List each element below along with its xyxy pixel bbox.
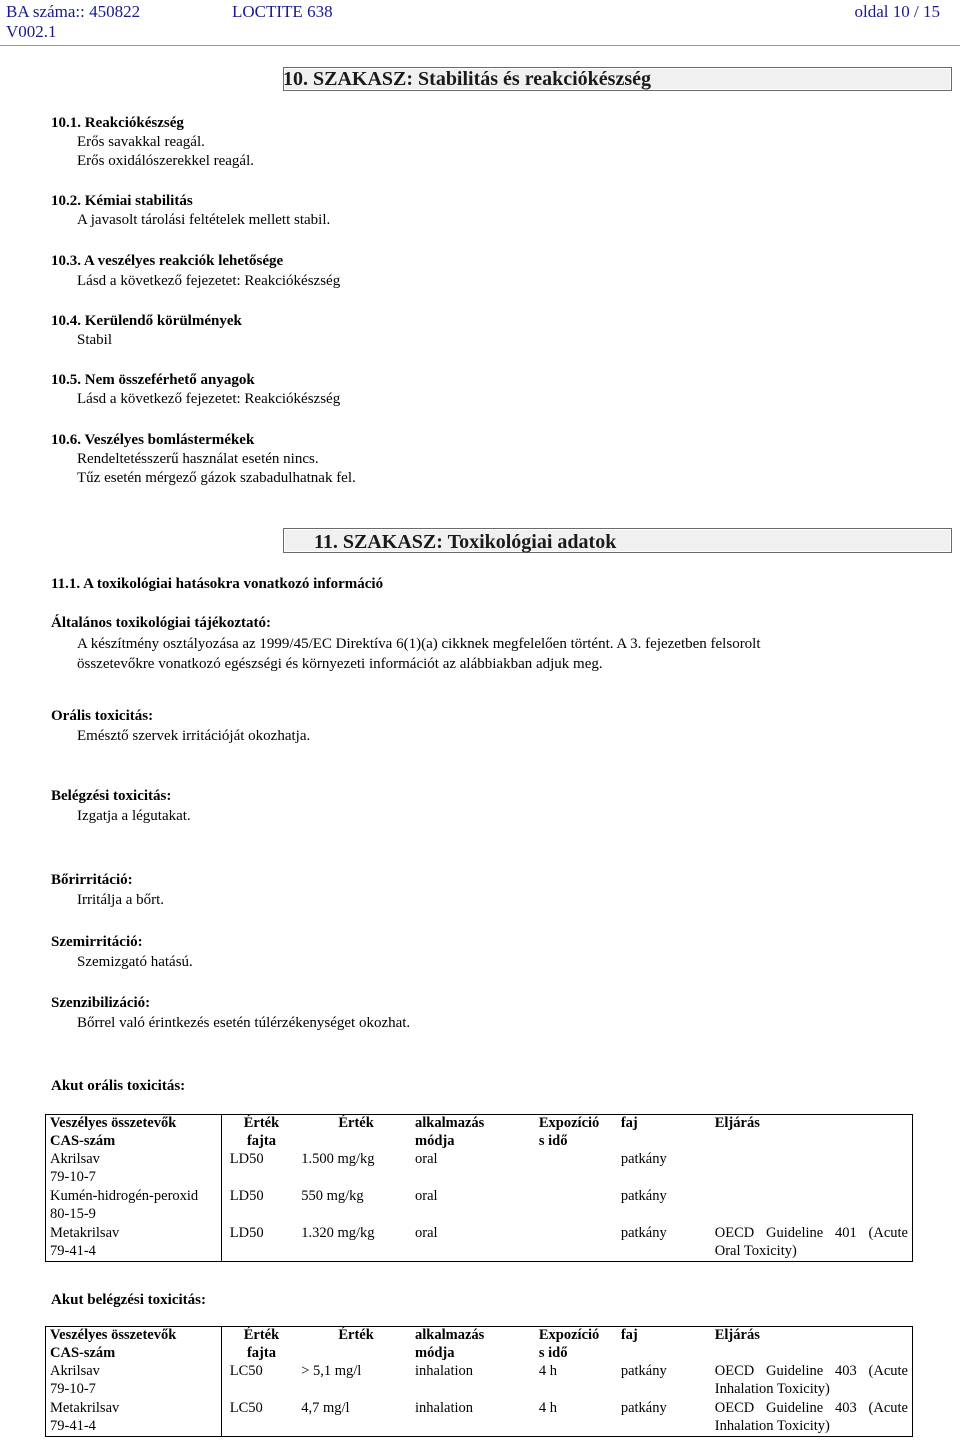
cell-value: 550 mg/kg bbox=[301, 1188, 364, 1204]
cell-exposure bbox=[535, 1150, 617, 1187]
cell-value-type: LD50 bbox=[229, 1188, 264, 1204]
header-component: Veszélyes összetevők CAS-szám bbox=[46, 1327, 222, 1363]
header-method: Eljárás bbox=[714, 1115, 760, 1131]
s10-3-heading: 10.3. A veszélyes reakciók lehetősége bbox=[51, 253, 284, 269]
header-divider bbox=[0, 45, 960, 46]
s10-1-line: Erős savakkal reagál. bbox=[77, 134, 205, 150]
cell-method bbox=[711, 1187, 913, 1224]
s11-1-heading: 11.1. A toxikológiai hatásokra vonatkozó információ bbox=[51, 576, 384, 592]
cell-component: Kumén-hidrogén-peroxid 80-15-9 bbox=[46, 1187, 222, 1224]
section-11-title: 11. SZAKASZ: Toxikológiai adatok bbox=[314, 531, 617, 553]
cell-species: patkány bbox=[620, 1363, 667, 1379]
cell-value-type: LD50 bbox=[229, 1225, 264, 1241]
table-row bbox=[46, 1362, 913, 1399]
table-row bbox=[46, 1399, 913, 1437]
s10-6-line: Rendeltetésszerű használat esetén nincs. bbox=[77, 451, 319, 467]
cell-route: oral bbox=[415, 1151, 438, 1167]
cell-value: > 5,1 mg/l bbox=[301, 1363, 362, 1379]
cell-value: 1.500 mg/kg bbox=[301, 1151, 375, 1167]
s10-4-heading: 10.4. Kerülendő körülmények bbox=[51, 313, 242, 329]
cell-method: OECD Guideline 401 (Acute Oral Toxicity) bbox=[714, 1225, 908, 1259]
sensitization-label: Szenzibilizáció: bbox=[51, 995, 151, 1011]
cell-exposure: 4 h bbox=[538, 1363, 558, 1379]
header-value-type: Érték fajta bbox=[243, 1327, 280, 1361]
header-species: faj bbox=[620, 1327, 638, 1343]
header-value: Érték bbox=[338, 1115, 374, 1131]
header-value: Érték bbox=[338, 1327, 374, 1343]
table-row bbox=[46, 1187, 913, 1224]
cell-value-type: LD50 bbox=[229, 1151, 264, 1167]
cell-species: patkány bbox=[620, 1400, 667, 1416]
cell-route: oral bbox=[415, 1225, 438, 1241]
s10-1-heading: 10.1. Reakciókészség bbox=[51, 115, 184, 131]
oral-toxicity-text: Emésztő szervek irritációját okozhatja. bbox=[77, 728, 311, 744]
s10-2-heading: 10.2. Kémiai stabilitás bbox=[51, 193, 193, 209]
cell-value-type: LC50 bbox=[229, 1400, 263, 1416]
general-info-line: A készítmény osztályozása az 1999/45/EC Direktíva 6(1)(a) cikknek megfelelően történt. A 3. fejezetben felsorolt bbox=[77, 636, 761, 652]
s10-1-line: Erős oxidálószerekkel reagál. bbox=[77, 153, 255, 169]
cell-value: 4,7 mg/l bbox=[301, 1400, 350, 1416]
table-row bbox=[46, 1224, 913, 1262]
cell-value-type: LC50 bbox=[229, 1363, 263, 1379]
header-component: Veszélyes összetevők CAS-szám bbox=[46, 1115, 222, 1151]
cell-species: patkány bbox=[620, 1151, 667, 1167]
inhalation-toxicity-label: Belégzési toxicitás: bbox=[51, 788, 172, 804]
cell-value: 1.320 mg/kg bbox=[301, 1225, 375, 1241]
header-route: alkalmazás módja bbox=[415, 1115, 485, 1149]
version: V002.1 bbox=[6, 22, 57, 41]
cell-route: inhalation bbox=[415, 1363, 474, 1379]
eye-irritation-text: Szemizgató hatású. bbox=[77, 954, 193, 970]
table-header-row bbox=[46, 1327, 913, 1363]
cell-exposure bbox=[535, 1224, 617, 1262]
s10-5-heading: 10.5. Nem összeférhető anyagok bbox=[51, 372, 255, 388]
section-10-title: 10. SZAKASZ: Stabilitás és reakciókészség bbox=[283, 68, 651, 90]
header-value-type: Érték fajta bbox=[243, 1115, 280, 1149]
product-name: LOCTITE 638 bbox=[232, 2, 333, 21]
cell-route: inhalation bbox=[415, 1400, 474, 1416]
cell-method bbox=[711, 1150, 913, 1187]
cell-method: OECD Guideline 403 (Acute Inhalation Toxicity) bbox=[714, 1363, 908, 1397]
cell-species: patkány bbox=[620, 1188, 667, 1204]
skin-irritation-text: Irritálja a bőrt. bbox=[77, 892, 165, 908]
cell-component: Akrilsav 79-10-7 bbox=[46, 1150, 222, 1187]
cell-component: Metakrilsav 79-41-4 bbox=[46, 1399, 222, 1437]
s10-6-line: Tűz esetén mérgező gázok szabadulhatnak fel. bbox=[77, 470, 356, 486]
general-info-label: Általános toxikológiai tájékoztató: bbox=[51, 615, 271, 631]
eye-irritation-label: Szemirritáció: bbox=[51, 934, 143, 950]
s10-2-line: A javasolt tárolási feltételek mellett stabil. bbox=[77, 212, 331, 228]
header-species: faj bbox=[620, 1115, 638, 1131]
acute-oral-label: Akut orális toxicitás: bbox=[51, 1078, 186, 1094]
table-header-row bbox=[46, 1115, 913, 1151]
cell-exposure: 4 h bbox=[538, 1400, 558, 1416]
skin-irritation-label: Bőrirritáció: bbox=[51, 872, 133, 888]
document-id: BA száma:: 450822 bbox=[6, 2, 141, 21]
inhalation-toxicity-text: Izgatja a légutakat. bbox=[77, 808, 191, 824]
table-row bbox=[46, 1150, 913, 1187]
acute-oral-table bbox=[45, 1114, 913, 1262]
acute-inhalation-table bbox=[45, 1326, 913, 1437]
cell-route: oral bbox=[415, 1188, 438, 1204]
oral-toxicity-label: Orális toxicitás: bbox=[51, 708, 154, 724]
s10-4-line: Stabil bbox=[77, 332, 113, 348]
header-method: Eljárás bbox=[714, 1327, 760, 1343]
sensitization-text: Bőrrel való érintkezés esetén túlérzékenységet okozhat. bbox=[77, 1015, 411, 1031]
cell-component: Akrilsav 79-10-7 bbox=[46, 1362, 222, 1399]
header-route: alkalmazás módja bbox=[415, 1327, 485, 1361]
header-exposure: Expozíció s idő bbox=[538, 1115, 600, 1149]
cell-component: Metakrilsav 79-41-4 bbox=[46, 1224, 222, 1262]
acute-inhalation-label: Akut belégzési toxicitás: bbox=[51, 1292, 206, 1308]
header-exposure: Expozíció s idő bbox=[538, 1327, 600, 1361]
s10-5-line: Lásd a következő fejezetet: Reakciókészség bbox=[77, 391, 341, 407]
general-info-line: összetevőkre vonatkozó egészségi és környezeti információt az alábbiakban adjuk meg. bbox=[77, 656, 603, 672]
s10-3-line: Lásd a következő fejezetet: Reakciókészség bbox=[77, 273, 341, 289]
s10-6-heading: 10.6. Veszélyes bomlástermékek bbox=[51, 432, 255, 448]
cell-exposure bbox=[535, 1187, 617, 1224]
cell-species: patkány bbox=[620, 1225, 667, 1241]
page-number: oldal 10 / 15 bbox=[854, 2, 940, 21]
cell-method: OECD Guideline 403 (Acute Inhalation Toxicity) bbox=[714, 1400, 908, 1434]
